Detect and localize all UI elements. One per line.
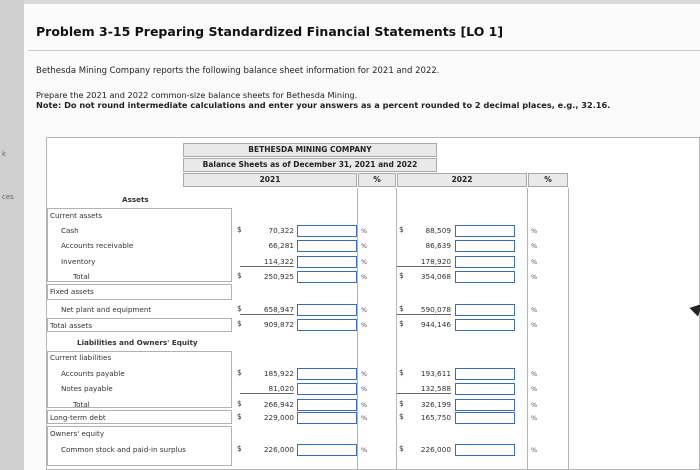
ar-2022-pct-input[interactable] [455,240,515,252]
inventory-2021-pct-input[interactable] [297,256,357,268]
ar-2021: 66,281 [268,241,294,250]
total-ca-2022-pct-input[interactable] [455,271,515,283]
total-ca-label: Total [73,272,90,281]
pct-sign: % [361,401,368,409]
dollar-sign: $ [399,412,404,421]
dollar-sign: $ [399,304,404,313]
np-2021: 81,020 [240,384,294,394]
total-cl-2021: 266,942 [263,400,294,409]
pct-sign: % [361,385,368,393]
ap-2021-pct-input[interactable] [297,368,357,380]
np-2021-pct-input[interactable] [297,383,357,395]
column-divider [568,188,569,470]
total-ca-2021-pct-input[interactable] [297,271,357,283]
dollar-sign: $ [399,444,404,453]
pct-sign: % [361,242,368,250]
ar-label: Accounts receivable [61,241,134,250]
dollar-sign: $ [399,271,404,280]
dollar-sign: $ [237,225,242,234]
total-cl-2021-pct-input[interactable] [297,399,357,411]
assets-heading: Assets [122,195,149,204]
common-stock-2022-pct-input[interactable] [455,444,515,456]
net-plant-2021-pct-input[interactable] [297,304,357,316]
ap-2021: 185,922 [263,369,294,378]
dollar-sign: $ [399,225,404,234]
common-stock-2021: 226,000 [263,445,294,454]
ltd-2022-pct-input[interactable] [455,412,515,424]
pct-sign: % [531,273,538,281]
pct-sign: % [531,401,538,409]
net-plant-label: Net plant and equipment [61,305,152,314]
ap-label: Accounts payable [61,369,125,378]
left-side-strip [0,0,24,470]
dollar-sign: $ [237,399,242,408]
owners-equity-label: Owners' equity [50,429,105,438]
dollar-sign: $ [237,444,242,453]
pct-sign: % [361,414,368,422]
inventory-2022: 178,920 [397,257,451,267]
dollar-sign: $ [237,319,242,328]
total-cl-2022: 326,199 [420,400,451,409]
cash-2022-pct-input[interactable] [455,225,515,237]
fixed-assets-label: Fixed assets [50,287,94,296]
dollar-sign: $ [237,304,242,313]
pct-sign: % [361,258,368,266]
np-2022-pct-input[interactable] [455,383,515,395]
col-header-2022: 2022 [397,173,527,187]
pct-sign: % [361,227,368,235]
column-divider [357,188,358,470]
ar-2021-pct-input[interactable] [297,240,357,252]
column-divider [396,188,397,470]
pct-sign: % [531,370,538,378]
note-text: Note: Do not round intermediate calculations and enter your answers as a percent rounded to 2 decimal places, e.g., 32.16. [36,99,611,110]
current-assets-label: Current assets [50,211,103,220]
total-cl-label: Total [73,400,90,409]
pct-sign: % [531,446,538,454]
pct-sign: % [361,306,368,314]
ltd-2021: 229,000 [263,413,294,422]
col-header-pct-2021: % [358,173,396,187]
total-ca-2022: 354,068 [420,272,451,281]
cash-label: Cash [61,226,79,235]
pct-sign: % [531,414,538,422]
problem-intro: Bethesda Mining Company reports the following balance sheet information for 2021 and 2022. [36,66,440,76]
statement-subtitle-header: Balance Sheets as of December 31, 2021 and 2022 [183,158,437,172]
side-text-k: k [2,150,7,158]
np-label: Notes payable [61,384,113,393]
dollar-sign: $ [399,319,404,328]
title-divider [28,50,700,51]
prepare-text: Prepare the 2021 and 2022 common-size balance sheets for Bethesda Mining. [36,90,358,100]
total-assets-label: Total assets [50,321,92,330]
dollar-sign: $ [237,271,242,280]
pct-sign: % [531,227,538,235]
pct-sign: % [531,242,538,250]
inventory-label: Inventory [61,257,96,266]
common-stock-2022: 226,000 [420,445,451,454]
pct-sign: % [531,385,538,393]
inventory-2021: 114,322 [240,257,294,267]
instructions [36,91,610,111]
net-plant-2022: 590,078 [397,305,451,315]
total-assets-2022: 944,146 [420,320,451,329]
common-stock-label: Common stock and paid-in surplus [61,445,186,454]
pct-sign: % [531,321,538,329]
total-cl-2022-pct-input[interactable] [455,399,515,411]
balance-sheet-table [46,137,700,470]
inventory-2022-pct-input[interactable] [455,256,515,268]
cash-2021: 70,322 [268,226,294,235]
column-divider [527,188,528,470]
net-plant-2021: 658,947 [240,305,294,315]
ap-2022-pct-input[interactable] [455,368,515,380]
cash-2022: 88,509 [425,226,451,235]
current-liab-label: Current liabilities [50,353,112,362]
common-stock-2021-pct-input[interactable] [297,444,357,456]
total-assets-2021-pct-input[interactable] [297,319,357,331]
problem-panel [24,4,700,470]
side-text-ces: ces [2,193,14,201]
company-name-header: BETHESDA MINING COMPANY [183,143,437,157]
total-ca-2021: 250,925 [263,272,294,281]
pct-sign: % [361,446,368,454]
pct-sign: % [531,306,538,314]
col-header-2021: 2021 [183,173,357,187]
total-assets-2021: 909,872 [263,320,294,329]
pct-sign: % [361,321,368,329]
cash-2021-pct-input[interactable] [297,225,357,237]
col-header-pct-2022: % [528,173,568,187]
pct-sign: % [531,258,538,266]
dollar-sign: $ [237,368,242,377]
total-assets-2022-pct-input[interactable] [455,319,515,331]
ar-2022: 86,639 [425,241,451,250]
dollar-sign: $ [399,399,404,408]
pct-sign: % [361,370,368,378]
ap-2022: 193,611 [420,369,451,378]
net-plant-2022-pct-input[interactable] [455,304,515,316]
dollar-sign: $ [399,368,404,377]
np-2022: 132,588 [397,384,451,394]
liabilities-heading: Liabilities and Owners' Equity [77,338,198,347]
ltd-2022: 165,750 [420,413,451,422]
pct-sign: % [361,273,368,281]
ltd-2021-pct-input[interactable] [297,412,357,424]
ltd-label: Long-term debt [50,413,106,422]
problem-title: Problem 3-15 Preparing Standardized Financial Statements [LO 1] [36,24,504,39]
dollar-sign: $ [237,412,242,421]
